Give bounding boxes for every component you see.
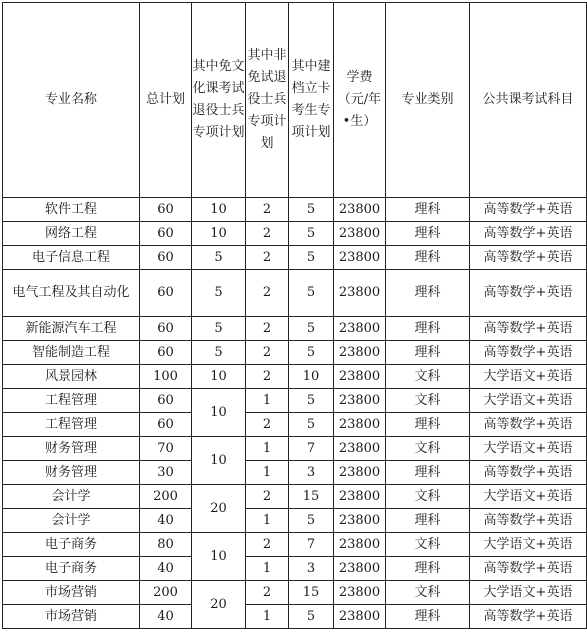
poverty-cell: 15 (289, 485, 334, 509)
header-poverty: 其中建档立卡考生专项计划 (289, 3, 334, 198)
category-cell: 文科 (386, 581, 470, 605)
poverty-cell: 5 (289, 198, 334, 222)
total-cell: 60 (140, 198, 192, 222)
non-exempt-cell: 2 (246, 533, 289, 557)
total-cell: 70 (140, 437, 192, 461)
total-cell: 200 (140, 581, 192, 605)
total-cell: 60 (140, 222, 192, 246)
category-cell: 文科 (386, 437, 470, 461)
major-cell: 新能源汽车工程 (3, 317, 140, 341)
culture-exempt-cell: 20 (192, 581, 246, 629)
tuition-cell: 23800 (334, 605, 386, 629)
total-cell: 30 (140, 461, 192, 485)
total-cell: 60 (140, 413, 192, 437)
table-row (3, 413, 587, 437)
non-exempt-cell: 2 (246, 365, 289, 389)
poverty-cell: 10 (289, 365, 334, 389)
header-non-exempt: 其中非免试退役士兵专项计划 (246, 3, 289, 198)
tuition-cell: 23800 (334, 533, 386, 557)
total-cell: 40 (140, 557, 192, 581)
total-cell: 60 (140, 341, 192, 365)
poverty-cell: 15 (289, 581, 334, 605)
non-exempt-cell: 1 (246, 437, 289, 461)
exam-cell: 高等数学+英语 (470, 198, 587, 222)
exam-cell: 高等数学+英语 (470, 246, 587, 270)
tuition-cell: 23800 (334, 581, 386, 605)
tuition-cell: 23800 (334, 509, 386, 533)
table-row (3, 581, 587, 605)
exam-cell: 大学语文+英语 (470, 365, 587, 389)
tuition-cell: 23800 (334, 198, 386, 222)
major-cell: 电子商务 (3, 557, 140, 581)
major-cell: 市场营销 (3, 605, 140, 629)
table-row (3, 533, 587, 557)
poverty-cell: 5 (289, 605, 334, 629)
category-cell: 理科 (386, 270, 470, 317)
total-cell: 60 (140, 270, 192, 317)
category-cell: 理科 (386, 605, 470, 629)
exam-cell: 高等数学+英语 (470, 509, 587, 533)
total-cell: 40 (140, 509, 192, 533)
exam-cell: 高等数学+英语 (470, 341, 587, 365)
exam-cell: 大学语文+英语 (470, 389, 587, 413)
non-exempt-cell: 1 (246, 605, 289, 629)
header-total: 总计划 (140, 3, 192, 198)
non-exempt-cell: 2 (246, 270, 289, 317)
culture-exempt-cell: 5 (192, 317, 246, 341)
non-exempt-cell: 2 (246, 341, 289, 365)
culture-exempt-cell: 10 (192, 365, 246, 389)
culture-exempt-cell: 10 (192, 533, 246, 581)
exam-cell: 高等数学+英语 (470, 270, 587, 317)
table-row (3, 317, 587, 341)
table-row (3, 461, 587, 485)
non-exempt-cell: 2 (246, 317, 289, 341)
poverty-cell: 3 (289, 557, 334, 581)
non-exempt-cell: 2 (246, 413, 289, 437)
tuition-cell: 23800 (334, 485, 386, 509)
major-cell: 软件工程 (3, 198, 140, 222)
table-row (3, 246, 587, 270)
header-tuition: 学费（元/年•生） (334, 3, 386, 198)
major-cell: 工程管理 (3, 389, 140, 413)
exam-cell: 大学语文+英语 (470, 485, 587, 509)
category-cell: 理科 (386, 413, 470, 437)
major-cell: 网络工程 (3, 222, 140, 246)
total-cell: 60 (140, 246, 192, 270)
enrollment-plan-table (2, 2, 587, 629)
tuition-cell: 23800 (334, 389, 386, 413)
non-exempt-cell: 2 (246, 222, 289, 246)
total-cell: 60 (140, 389, 192, 413)
category-cell: 文科 (386, 485, 470, 509)
category-cell: 理科 (386, 246, 470, 270)
category-cell: 文科 (386, 365, 470, 389)
table-row (3, 557, 587, 581)
tuition-cell: 23800 (334, 270, 386, 317)
non-exempt-cell: 2 (246, 246, 289, 270)
non-exempt-cell: 1 (246, 461, 289, 485)
table-row (3, 389, 587, 413)
header-row (3, 3, 587, 198)
non-exempt-cell: 1 (246, 509, 289, 533)
total-cell: 100 (140, 365, 192, 389)
table-row (3, 198, 587, 222)
poverty-cell: 5 (289, 509, 334, 533)
culture-exempt-cell: 5 (192, 246, 246, 270)
non-exempt-cell: 1 (246, 557, 289, 581)
major-cell: 电子信息工程 (3, 246, 140, 270)
culture-exempt-cell: 10 (192, 222, 246, 246)
poverty-cell: 3 (289, 461, 334, 485)
exam-cell: 高等数学+英语 (470, 557, 587, 581)
culture-exempt-cell: 5 (192, 270, 246, 317)
tuition-cell: 23800 (334, 413, 386, 437)
tuition-cell: 23800 (334, 557, 386, 581)
table-row (3, 605, 587, 629)
non-exempt-cell: 1 (246, 389, 289, 413)
category-cell: 理科 (386, 461, 470, 485)
total-cell: 60 (140, 317, 192, 341)
tuition-cell: 23800 (334, 317, 386, 341)
poverty-cell: 5 (289, 270, 334, 317)
non-exempt-cell: 2 (246, 198, 289, 222)
major-cell: 智能制造工程 (3, 341, 140, 365)
poverty-cell: 5 (289, 222, 334, 246)
tuition-cell: 23800 (334, 365, 386, 389)
category-cell: 理科 (386, 198, 470, 222)
major-cell: 电子商务 (3, 533, 140, 557)
exam-cell: 大学语文+英语 (470, 533, 587, 557)
poverty-cell: 7 (289, 437, 334, 461)
table-row (3, 365, 587, 389)
poverty-cell: 5 (289, 317, 334, 341)
culture-exempt-cell: 10 (192, 389, 246, 437)
major-cell: 市场营销 (3, 581, 140, 605)
tuition-cell: 23800 (334, 222, 386, 246)
table-row (3, 341, 587, 365)
exam-cell: 大学语文+英语 (470, 581, 587, 605)
table-row (3, 270, 587, 317)
major-cell: 工程管理 (3, 413, 140, 437)
non-exempt-cell: 2 (246, 485, 289, 509)
tuition-cell: 23800 (334, 341, 386, 365)
poverty-cell: 5 (289, 246, 334, 270)
category-cell: 理科 (386, 317, 470, 341)
tuition-cell: 23800 (334, 246, 386, 270)
major-cell: 会计学 (3, 485, 140, 509)
header-category: 专业类别 (386, 3, 470, 198)
major-cell: 财务管理 (3, 461, 140, 485)
poverty-cell: 7 (289, 533, 334, 557)
major-cell: 风景园林 (3, 365, 140, 389)
poverty-cell: 5 (289, 341, 334, 365)
culture-exempt-cell: 5 (192, 341, 246, 365)
poverty-cell: 5 (289, 389, 334, 413)
header-exam: 公共课考试科目 (470, 3, 587, 198)
category-cell: 理科 (386, 509, 470, 533)
total-cell: 40 (140, 605, 192, 629)
table-row (3, 509, 587, 533)
tuition-cell: 23800 (334, 437, 386, 461)
header-major: 专业名称 (3, 3, 140, 198)
table-row (3, 485, 587, 509)
exam-cell: 高等数学+英语 (470, 222, 587, 246)
category-cell: 文科 (386, 533, 470, 557)
exam-cell: 高等数学+英语 (470, 461, 587, 485)
major-cell: 电气工程及其自动化 (3, 270, 140, 317)
culture-exempt-cell: 10 (192, 437, 246, 485)
culture-exempt-cell: 20 (192, 485, 246, 533)
header-culture-exempt: 其中免文化课考试退役士兵专项计划 (192, 3, 246, 198)
exam-cell: 高等数学+英语 (470, 317, 587, 341)
total-cell: 80 (140, 533, 192, 557)
category-cell: 理科 (386, 222, 470, 246)
category-cell: 理科 (386, 557, 470, 581)
category-cell: 文科 (386, 389, 470, 413)
major-cell: 会计学 (3, 509, 140, 533)
culture-exempt-cell: 10 (192, 198, 246, 222)
tuition-cell: 23800 (334, 461, 386, 485)
non-exempt-cell: 2 (246, 581, 289, 605)
category-cell: 理科 (386, 341, 470, 365)
exam-cell: 大学语文+英语 (470, 437, 587, 461)
major-cell: 财务管理 (3, 437, 140, 461)
total-cell: 200 (140, 485, 192, 509)
exam-cell: 高等数学+英语 (470, 413, 587, 437)
poverty-cell: 5 (289, 413, 334, 437)
table-row (3, 222, 587, 246)
table-row (3, 437, 587, 461)
exam-cell: 高等数学+英语 (470, 605, 587, 629)
